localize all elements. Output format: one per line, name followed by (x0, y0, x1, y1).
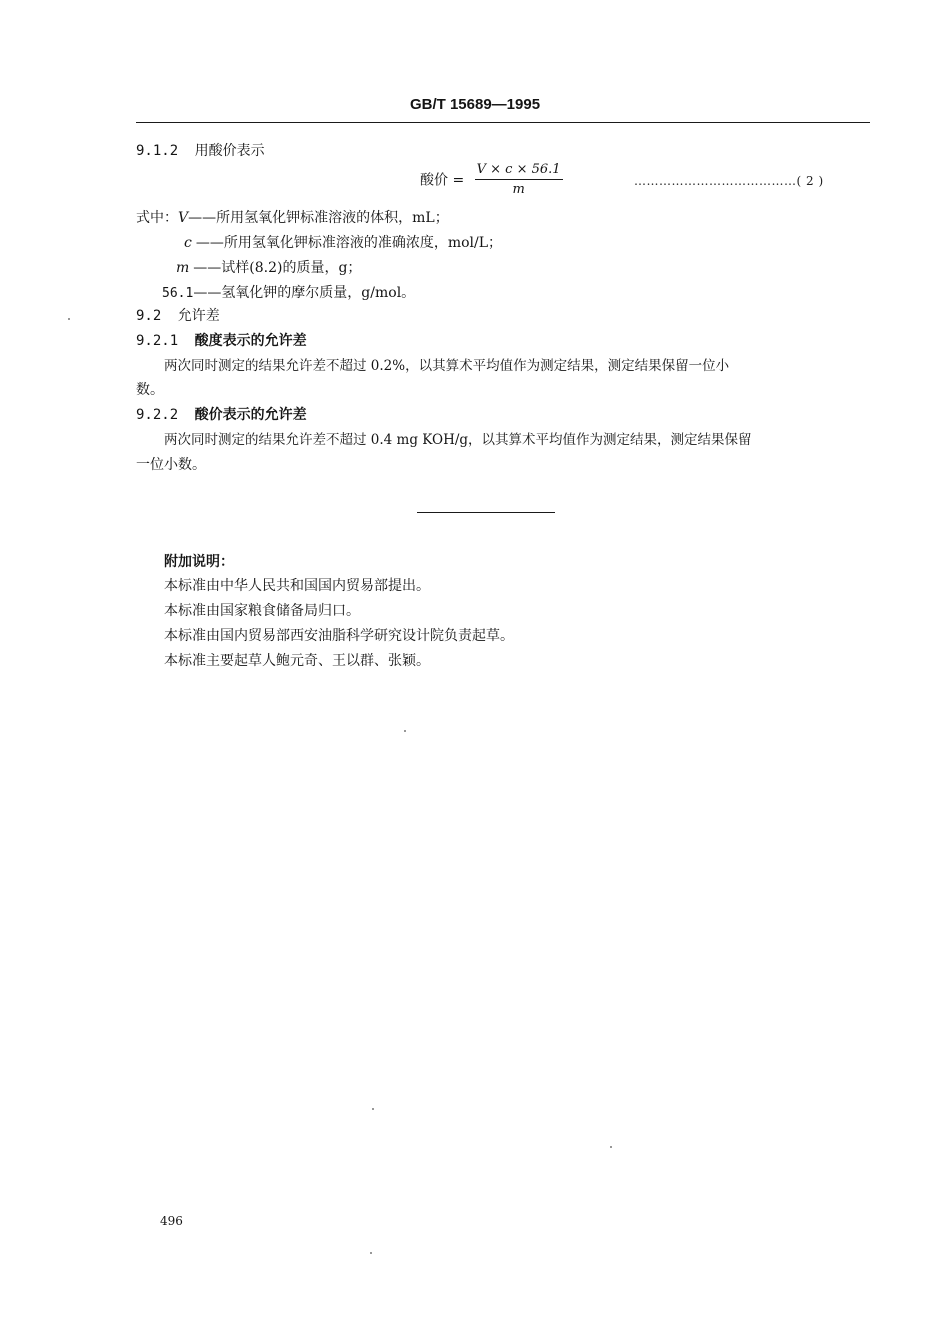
section-title: 酸价表示的允许差 (194, 407, 307, 423)
appendix-line: 本标准由国家粮食储备局归口。 (164, 603, 360, 619)
paragraph-line: 数。 (136, 382, 164, 398)
section-9-2-heading (136, 306, 220, 326)
section-end-rule (417, 512, 555, 513)
scan-speck (404, 730, 406, 732)
header-rule (136, 122, 870, 123)
definition-row (162, 283, 415, 304)
section-9-2-1-heading (136, 331, 307, 351)
section-title: 用酸价表示 (194, 143, 265, 159)
section-9-2-2-heading (136, 405, 307, 425)
formula-lhs: 酸价 = (420, 172, 465, 189)
section-number: 9.2.2 (136, 407, 179, 423)
section-number: 9.1.2 (136, 143, 179, 159)
equation-number: ( 2 ) (796, 174, 824, 188)
definition-dash: —— (195, 235, 224, 251)
definition-symbol: V (178, 210, 189, 226)
paragraph-line: 一位小数。 (136, 457, 206, 473)
definition-dash: —— (193, 285, 222, 301)
section-number: 9.2.1 (136, 333, 179, 349)
definition-symbol: c (184, 235, 192, 251)
section-title: 酸度表示的允许差 (194, 333, 307, 349)
appendix-title: 附加说明： (164, 554, 234, 570)
appendix-line: 本标准主要起草人鲍元奇、王以群、张颖。 (164, 653, 430, 669)
scan-speck (372, 1108, 374, 1110)
formula-fraction (475, 162, 563, 197)
paragraph-line: 两次同时测定的结果允许差不超过 0.2%，以其算术平均值作为测定结果，测定结果保留一位小 (164, 358, 730, 374)
section-9-1-2-heading (136, 141, 265, 161)
scan-speck (68, 318, 70, 320)
definition-text: 氢氧化钾的摩尔质量，g/mol。 (221, 285, 416, 301)
definition-row (184, 233, 502, 253)
definition-text: 所用氢氧化钾标准溶液的准确浓度，mol/L； (223, 235, 503, 251)
definition-dash: —— (193, 260, 222, 276)
acid-value-formula (420, 162, 563, 197)
scan-speck (370, 1252, 372, 1254)
definition-dash: —— (188, 210, 217, 226)
section-title: 允许差 (177, 308, 220, 324)
leader-dots: ………………………………… (634, 174, 797, 188)
formula-denominator: m (512, 182, 525, 197)
paragraph-line: 两次同时测定的结果允许差不超过 0.4 mg KOH/g，以其算术平均值作为测定结果，测定结果保留 (164, 432, 752, 448)
formula-numerator: V × c × 56.1 (475, 162, 563, 180)
section-number: 9.2 (136, 308, 162, 324)
where-label: 式中： (136, 210, 178, 226)
appendix-line: 本标准由中华人民共和国国内贸易部提出。 (164, 578, 430, 594)
definition-text: 试样(8.2)的质量，g； (221, 260, 362, 276)
definition-row (176, 258, 361, 278)
appendix-line: 本标准由国内贸易部西安油脂科学研究设计院负责起草。 (164, 628, 514, 644)
definition-text: 所用氢氧化钾标准溶液的体积，mL； (216, 210, 449, 226)
definition-symbol: m (176, 260, 190, 276)
page-number: 496 (160, 1214, 183, 1228)
document-header-title: GB/T 15689—1995 (409, 96, 541, 113)
definition-symbol: 56.1 (162, 286, 194, 301)
definition-row (136, 208, 449, 228)
equation-leader (634, 174, 824, 188)
scan-speck (610, 1146, 612, 1148)
